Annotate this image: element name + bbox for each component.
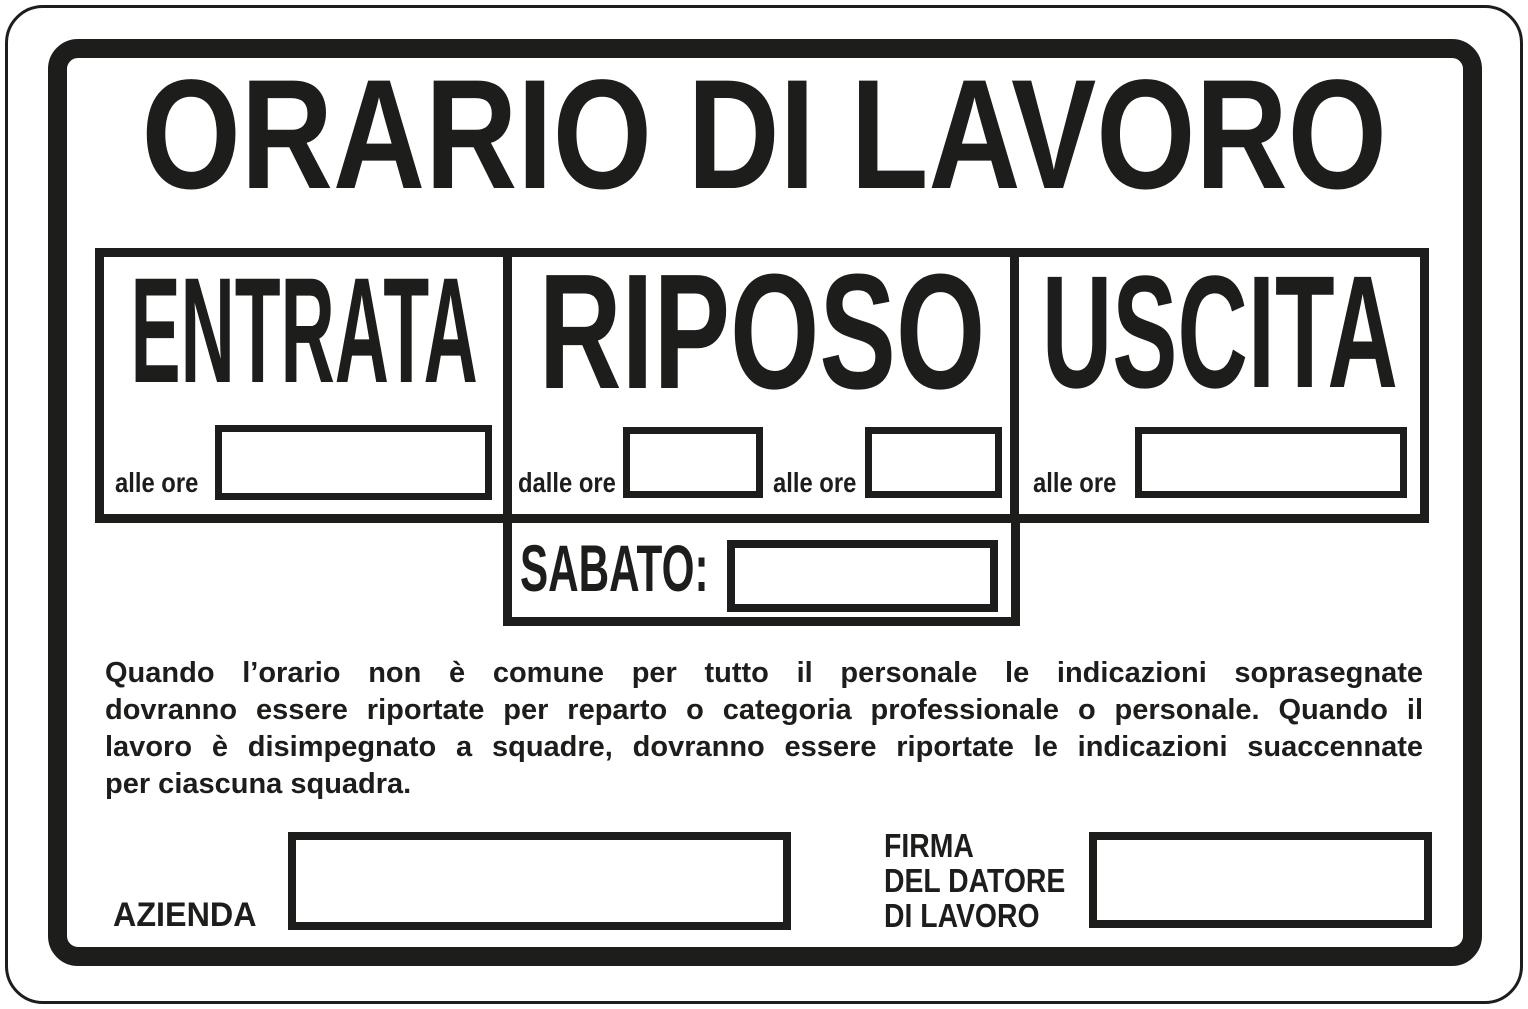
note-line: lavoro è disimpegnato a squadre, dovranno essere riportate le indicazioni suaccennate	[105, 731, 1423, 763]
firma-label-line: DI LAVORO	[884, 897, 1040, 934]
note-line: dovranno essere riportate per reparto o categoria professionale o personale. Quando il	[105, 694, 1423, 726]
note-paragraph	[105, 655, 1423, 803]
riposo-to-time-field[interactable]	[865, 427, 1002, 498]
firma-label-line: DEL DATORE	[884, 862, 1066, 899]
note-line: Quando l’orario non è comune per tutto il personale le indicazioni soprasegnate	[105, 657, 1423, 689]
riposo-dalle-ore-label: dalle ore	[518, 467, 616, 498]
firma-field[interactable]	[1089, 832, 1432, 928]
entrata-header-text: ENTRATA	[130, 246, 478, 414]
firma-label-line: FIRMA	[884, 827, 974, 864]
uscita-header-text: USCITA	[1041, 242, 1398, 421]
sabato-section	[503, 514, 1020, 626]
entrata-time-field[interactable]	[215, 425, 492, 500]
riposo-header	[512, 240, 1011, 423]
sign-title-text: ORARIO DI LAVORO	[141, 48, 1387, 222]
entrata-header	[104, 246, 504, 414]
note-line: per ciascuna squadra.	[105, 768, 412, 800]
sign-title	[0, 48, 1528, 222]
uscita-time-field[interactable]	[1135, 427, 1407, 498]
riposo-column	[503, 240, 1020, 523]
azienda-field[interactable]	[288, 832, 791, 930]
uscita-column	[1010, 242, 1429, 523]
riposo-alle-ore-label: alle ore	[773, 467, 857, 498]
riposo-header-text: RIPOSO	[538, 240, 985, 423]
riposo-from-time-field[interactable]	[623, 427, 763, 498]
sabato-label: SABATO:	[520, 531, 709, 605]
sabato-time-field[interactable]	[727, 540, 998, 612]
entrata-column	[95, 248, 513, 523]
entrata-alle-ore-label: alle ore	[115, 467, 199, 498]
firma-label	[884, 828, 1065, 933]
uscita-header	[1019, 242, 1420, 421]
azienda-label: AZIENDA	[113, 896, 257, 934]
uscita-alle-ore-label: alle ore	[1033, 467, 1117, 498]
